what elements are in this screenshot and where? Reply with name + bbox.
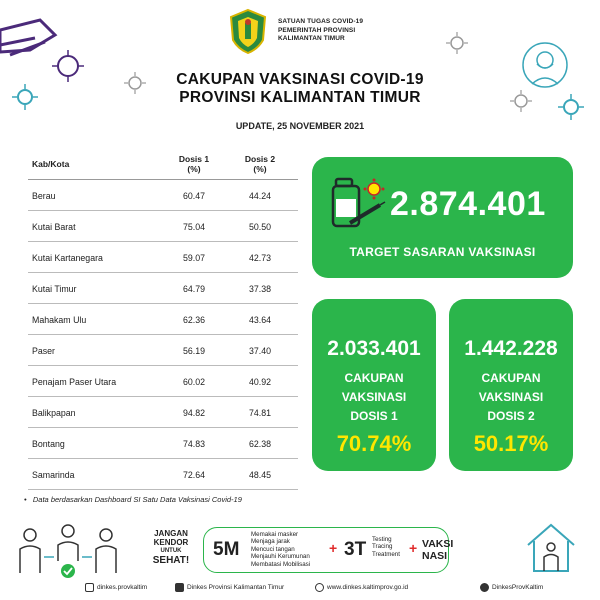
title-line-1: CAKUPAN VAKSINASI COVID-19 xyxy=(176,71,424,88)
kab-kota-cell: Paser xyxy=(32,346,55,356)
3t-item: Testing xyxy=(372,536,392,543)
3t-list xyxy=(372,536,400,558)
3t-label: 3T xyxy=(344,539,367,560)
header-kab-kota: Kab/Kota xyxy=(32,159,70,169)
website-link[interactable] xyxy=(315,583,408,592)
5m-item: Menjauhi Kerumunan xyxy=(251,553,310,561)
vaksinasi-label xyxy=(422,538,453,562)
dosis-1-cell: 59.07 xyxy=(182,253,205,263)
provincial-emblem-logo xyxy=(228,8,268,54)
dosis-2-cell: 74.81 xyxy=(248,408,271,418)
coverage-table xyxy=(28,150,298,490)
dosis-2-cell: 40.92 xyxy=(248,377,271,387)
header-dosis-2: Dosis 2 (%) xyxy=(244,154,276,174)
kab-kota-cell: Kutai Kartanegara xyxy=(32,253,103,263)
3t-item: Treatment xyxy=(372,550,400,558)
target-card xyxy=(312,157,573,278)
kab-kota-cell: Samarinda xyxy=(32,470,75,480)
kab-kota-cell: Penajam Paser Utara xyxy=(32,377,117,387)
dosis-2-cell: 43.64 xyxy=(248,315,271,325)
note-text: Data berdasarkan Dashboard SI Satu Data Vaksinasi Covid-19 xyxy=(32,495,242,504)
jangan-line: SEHAT! xyxy=(152,555,190,566)
table-row xyxy=(28,428,298,459)
dosis-2-cell: 42.73 xyxy=(248,253,271,263)
instagram-icon xyxy=(85,583,94,592)
globe-icon xyxy=(315,583,324,592)
org-line-2: PEMERINTAH PROVINSI xyxy=(278,26,356,34)
kab-kota-cell: Mahakam Ulu xyxy=(32,315,87,325)
twitter-link[interactable] xyxy=(480,583,543,592)
dosis-2-cell: 37.40 xyxy=(248,346,271,356)
header xyxy=(228,8,408,54)
5m-item: Membatasi Mobilisasi xyxy=(251,560,311,568)
social-links xyxy=(0,583,600,597)
dosis-1-cell: 94.82 xyxy=(182,408,205,418)
update-date: UPDATE, 25 NOVEMBER 2021 xyxy=(235,121,365,131)
dose-1-label-line: DOSIS 1 xyxy=(350,409,398,423)
5m-item: Menjaga jarak xyxy=(251,538,290,546)
target-label: TARGET SASARAN VAKSINASI xyxy=(349,245,536,259)
table-row xyxy=(28,335,298,366)
dosis-1-cell: 64.79 xyxy=(182,284,205,294)
table-row xyxy=(28,211,298,242)
jangan-line: JANGAN xyxy=(154,529,188,538)
dose-2-label-line: CAKUPAN xyxy=(481,371,541,385)
target-number: 2.874.401 xyxy=(390,185,546,223)
instagram-handle: dinkes.provkaltim xyxy=(97,584,148,591)
health-protocol-box xyxy=(203,527,454,573)
dosis-1-cell: 72.64 xyxy=(182,470,205,480)
plus-sign: + xyxy=(329,540,338,556)
instagram-link[interactable] xyxy=(85,583,147,592)
twitter-icon xyxy=(480,583,489,592)
dosis-1-cell: 74.83 xyxy=(182,439,205,449)
jangan-line: KENDOR xyxy=(153,538,189,547)
footer xyxy=(0,515,600,600)
kab-kota-cell: Balikpapan xyxy=(32,408,76,418)
dose-1-number: 2.033.401 xyxy=(327,337,421,360)
vaccine-vial-syringe-icon xyxy=(330,175,386,233)
facebook-handle: Dinkes Provinsi Kalimantan Timur xyxy=(187,584,285,591)
dosis-1-cell: 60.02 xyxy=(182,377,205,387)
table-header xyxy=(28,150,298,180)
dose-2-percent: 50.17% xyxy=(473,431,549,456)
dosis-1-cell: 60.47 xyxy=(182,191,205,201)
vaksi-line: VAKSI xyxy=(422,538,454,550)
dosis-2-cell: 50.50 xyxy=(248,222,271,232)
dose-2-number: 1.442.228 xyxy=(464,337,558,360)
dose-1-label-line: VAKSINASI xyxy=(341,390,407,404)
title-line-2: PROVINSI KALIMANTAN TIMUR xyxy=(179,89,421,106)
page-title xyxy=(0,71,600,107)
5m-item: Memakai masker xyxy=(251,531,299,538)
table-row xyxy=(28,273,298,304)
table-row xyxy=(28,304,298,335)
virus-icon xyxy=(444,30,470,56)
table-row xyxy=(28,242,298,273)
table-row xyxy=(28,459,298,490)
social-distancing-people-icon xyxy=(8,523,128,581)
jangan-line: UNTUK xyxy=(160,548,182,554)
dose-1-label-line: CAKUPAN xyxy=(344,371,404,385)
3t-item: Tracing xyxy=(372,543,393,551)
dose-1-percent: 70.74% xyxy=(336,431,412,456)
org-line-3: KALIMANTAN TIMUR xyxy=(278,35,345,42)
vaksi-line: NASI xyxy=(422,550,448,562)
dosis-2-cell: 44.24 xyxy=(248,191,271,201)
dose-2-label-line: VAKSINASI xyxy=(478,390,544,404)
kab-kota-cell: Kutai Barat xyxy=(32,222,76,232)
header-dosis-1: Dosis 1 (%) xyxy=(178,154,210,174)
table-row xyxy=(28,180,298,211)
dosis-2-cell: 62.38 xyxy=(248,439,271,449)
dosis-1-cell: 62.36 xyxy=(182,315,205,325)
org-name xyxy=(278,18,363,44)
dosis-2-cell: 48.45 xyxy=(248,470,271,480)
data-source-note: • Data berdasarkan Dashboard SI Satu Data Vaksinasi Covid-19 xyxy=(24,495,242,504)
table-row xyxy=(28,366,298,397)
facebook-link[interactable] xyxy=(175,583,284,592)
dose-2-label-line: DOSIS 2 xyxy=(487,409,535,423)
5m-list xyxy=(251,531,310,568)
twitter-handle: DinkesProvKaltim xyxy=(492,584,544,591)
5m-label: 5M xyxy=(213,539,240,560)
5m-item: Mencuci tangan xyxy=(251,545,295,553)
plus-sign: + xyxy=(409,540,418,556)
dose-1-card xyxy=(312,299,436,471)
org-line-1: SATUAN TUGAS COVID-19 xyxy=(278,18,364,25)
jangan-kendor-text xyxy=(145,529,197,565)
dosis-1-cell: 56.19 xyxy=(182,346,205,356)
website-url: www.dinkes.kaltimprov.go.id xyxy=(327,584,409,591)
kab-kota-cell: Berau xyxy=(32,191,56,201)
kab-kota-cell: Bontang xyxy=(32,439,65,449)
dosis-2-cell: 37.38 xyxy=(248,284,271,294)
kab-kota-cell: Kutai Timur xyxy=(32,284,77,294)
dose-2-card xyxy=(449,299,573,471)
dosis-1-cell: 75.04 xyxy=(182,222,205,232)
table-row xyxy=(28,397,298,428)
stay-home-icon xyxy=(520,519,582,577)
facebook-icon xyxy=(175,583,184,592)
